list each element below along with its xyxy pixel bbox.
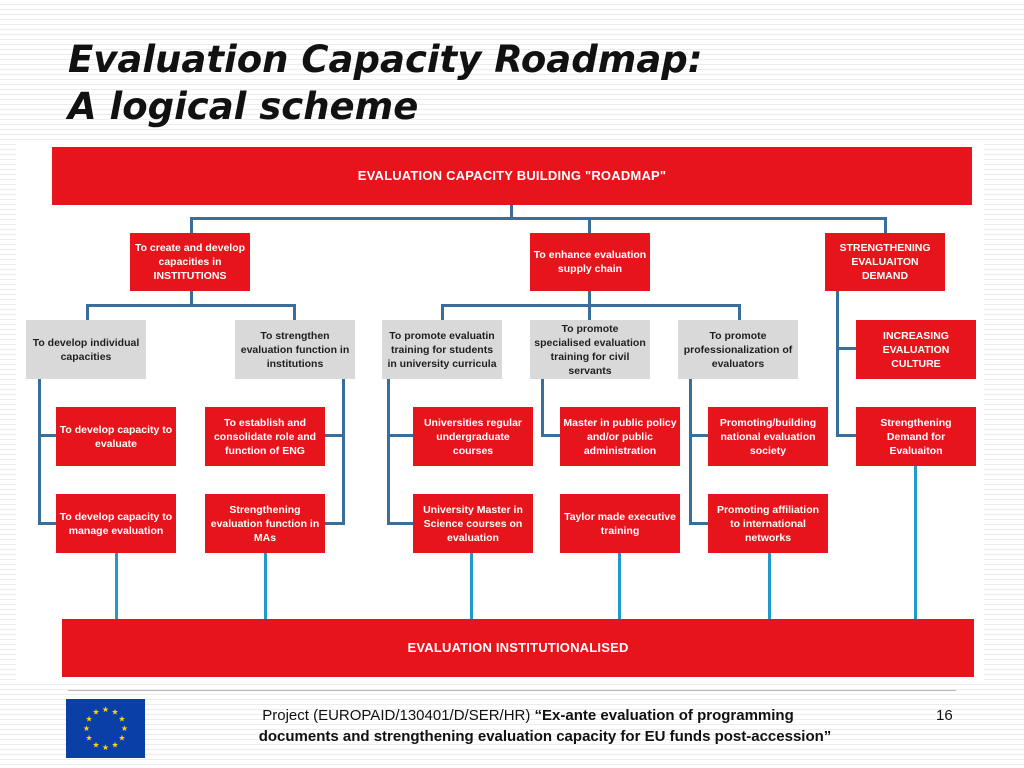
- connector-training-side: [387, 379, 390, 524]
- individual-capacities-box: To develop individual capacities: [26, 320, 146, 379]
- culture-box: INCREASING EVALUATION CULTURE: [856, 320, 976, 379]
- eu-star-icon: [86, 735, 92, 741]
- connector-bottom-3: [470, 553, 473, 619]
- strengthening-demand-box: Strengthening Demand for Evaluaiton: [856, 407, 976, 466]
- capacity-evaluate-box: To develop capacity to evaluate: [56, 407, 176, 466]
- connector-to-universities-regular: [387, 434, 415, 437]
- supply-chain-box: To enhance evaluation supply chain: [530, 233, 650, 291]
- bottom-banner: EVALUATION INSTITUTIONALISED: [62, 619, 974, 677]
- connector-to-promote-specialised: [588, 304, 591, 320]
- institutions-box: To create and develop capacities in INSTITUTIONS: [130, 233, 250, 291]
- connector-to-promote-training: [441, 304, 444, 320]
- connector-to-affiliation: [689, 522, 709, 525]
- taylor-made-box: Taylor made executive training: [560, 494, 680, 553]
- slide-title: [68, 36, 703, 130]
- eu-star-icon: [112, 709, 118, 715]
- eu-star-icon: [119, 735, 125, 741]
- footer-divider: [68, 690, 956, 691]
- connector-individual-side: [38, 379, 41, 524]
- connector-to-master-public: [541, 434, 561, 437]
- connector-bottom-6: [914, 466, 917, 619]
- university-master-box: University Master in Science courses on evaluation: [413, 494, 533, 553]
- strengthen-function-box: To strengthen evaluation function in institutions: [235, 320, 355, 379]
- eu-flag-icon: [66, 699, 145, 758]
- connector-demand-side: [836, 291, 839, 436]
- eu-star-icon: [112, 742, 118, 748]
- connector-bottom-2: [264, 553, 267, 619]
- connector-to-university-master: [387, 522, 415, 525]
- connector-to-supply: [588, 217, 591, 233]
- connector-to-institutions: [190, 217, 193, 233]
- connector-to-national-society: [689, 434, 709, 437]
- eu-star-icon: [86, 716, 92, 722]
- eu-star-icon: [93, 742, 99, 748]
- connector-top-horizontal: [190, 217, 886, 220]
- connector-bottom-4: [618, 553, 621, 619]
- eu-flag-stars: [66, 699, 145, 758]
- connector-to-strengthening-demand: [836, 434, 856, 437]
- footer-project-title-part2: documents and strengthening evaluation capacity for EU funds post-accession”: [258, 728, 832, 745]
- connector-to-culture: [836, 347, 856, 350]
- slide-title-line2: A logical scheme: [68, 85, 419, 128]
- connector-banner-stem: [510, 205, 513, 219]
- connector-to-strengthening-mas: [325, 522, 345, 525]
- connector-strengthen-side: [342, 379, 345, 524]
- eu-star-icon: [119, 716, 125, 722]
- eu-star-icon: [102, 744, 108, 750]
- page-number: 16: [936, 707, 953, 724]
- slide-title-line1: Evaluation Capacity Roadmap:: [68, 38, 703, 81]
- connector-to-demand: [884, 217, 887, 233]
- eu-star-icon: [93, 709, 99, 715]
- eu-star-icon: [102, 706, 108, 712]
- connector-to-promote-professional: [738, 304, 741, 320]
- top-banner: EVALUATION CAPACITY BUILDING "ROADMAP": [52, 147, 972, 205]
- capacity-manage-box: To develop capacity to manage evaluation: [56, 494, 176, 553]
- promote-professional-box: To promote professionalization of evaluators: [678, 320, 798, 379]
- connector-to-individual: [86, 304, 89, 320]
- connector-bottom-1: [115, 553, 118, 619]
- roadmap-diagram: [16, 143, 984, 683]
- connector-specialised-side: [541, 379, 544, 437]
- demand-box: STRENGTHENING EVALUAITON DEMAND: [825, 233, 945, 291]
- eu-star-icon: [83, 725, 89, 731]
- national-society-box: Promoting/building national evaluation society: [708, 407, 828, 466]
- master-public-box: Master in public policy and/or public administration: [560, 407, 680, 466]
- footer-project-title-part1: “Ex-ante evaluation of programming: [534, 707, 794, 724]
- connector-supply-horizontal: [441, 304, 741, 307]
- strengthening-mas-box: Strengthening evaluation function in MAs: [205, 494, 325, 553]
- footer-project-prefix: Project (EUROPAID/130401/D/SER/HR): [262, 707, 535, 724]
- connector-to-strengthen: [293, 304, 296, 320]
- connector-professional-side: [689, 379, 692, 524]
- eu-star-icon: [121, 725, 127, 731]
- connector-institutions-horizontal: [86, 304, 295, 307]
- connector-to-establish-eng: [325, 434, 345, 437]
- footer-project-line: [160, 706, 896, 725]
- connector-bottom-5: [768, 553, 771, 619]
- promote-specialised-box: To promote specialised evaluation training for civil servants: [530, 320, 650, 379]
- promote-training-box: To promote evaluatin training for students in university curricula: [382, 320, 502, 379]
- establish-eng-box: To establish and consolidate role and function of ENG: [205, 407, 325, 466]
- universities-regular-box: Universities regular undergraduate courses: [413, 407, 533, 466]
- affiliation-box: Promoting affiliation to international networks: [708, 494, 828, 553]
- connector-to-capacity-manage: [38, 522, 58, 525]
- connector-to-capacity-evaluate: [38, 434, 58, 437]
